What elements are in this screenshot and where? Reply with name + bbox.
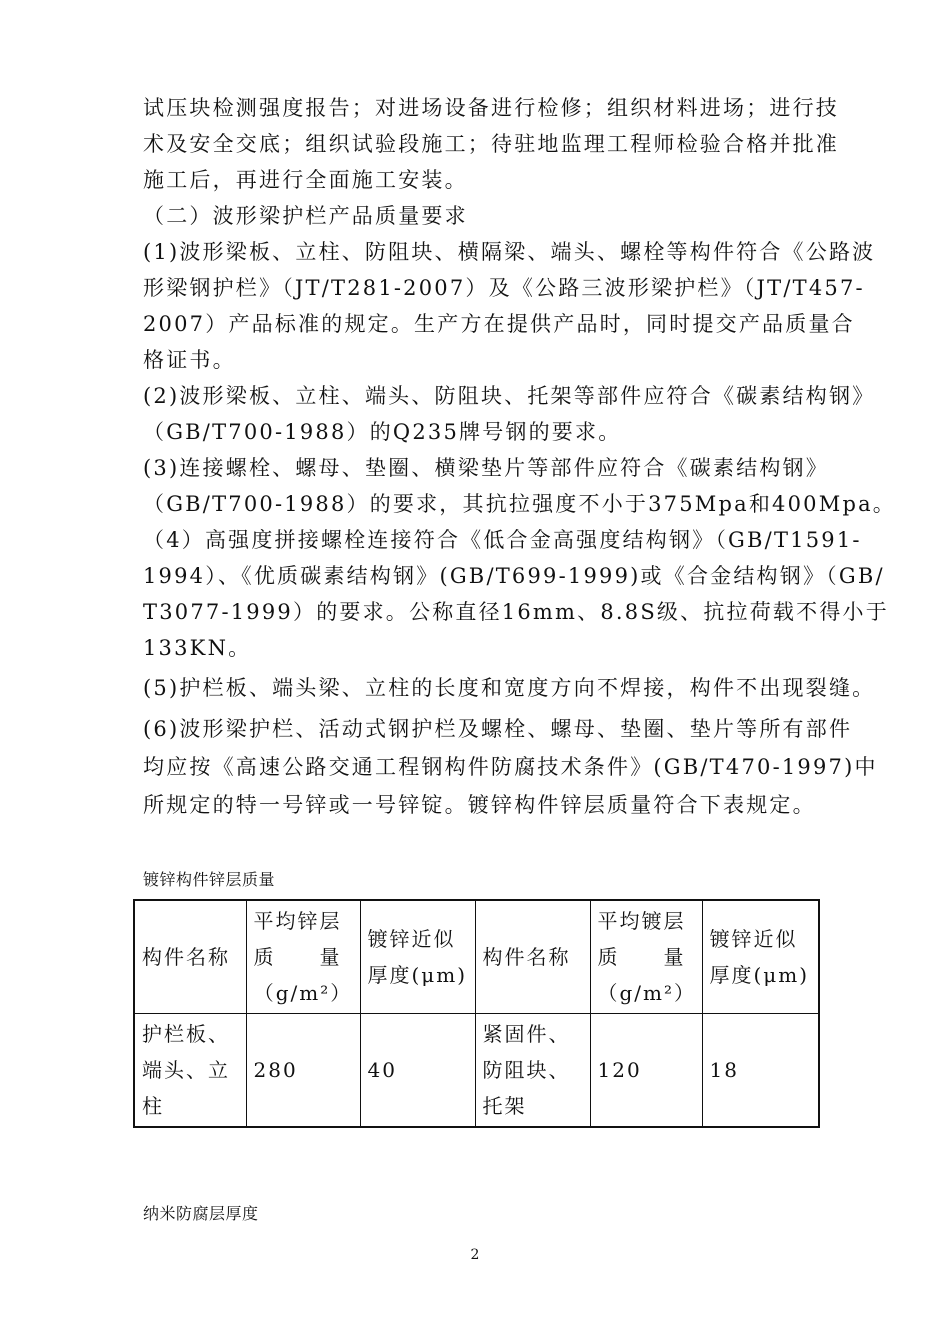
text-line: 格证书。 xyxy=(143,348,236,372)
cell-thickness: 40 xyxy=(360,1014,475,1128)
next-section-caption: 纳米防腐层厚度 xyxy=(143,1204,259,1223)
cell-mass: 280 xyxy=(246,1014,360,1128)
header-avg-coating-mass: 平均镀层 质 量 （g/m²） xyxy=(590,900,702,1014)
cell-component: 护栏板、 端头、立 柱 xyxy=(134,1014,246,1128)
text-line: 形梁钢护栏》（JT/T281-2007）及《公路三波形梁护栏》（JT/T457- xyxy=(143,276,865,300)
text-line: (3)连接螺栓、螺母、垫圈、横梁垫片等部件应符合《碳素结构钢》 xyxy=(143,456,829,480)
text-line: (1)波形梁板、立柱、防阻块、横隔梁、端头、螺栓等构件符合《公路波 xyxy=(143,240,876,264)
cell-component: 紧固件、 防阻块、 托架 xyxy=(475,1014,590,1128)
text-line: （GB/T700-1988）的要求，其抗拉强度不小于375Mpa和400Mpa。 xyxy=(143,492,897,516)
table-caption: 镀锌构件锌层质量 xyxy=(143,870,276,889)
text-line: (6)波形梁护栏、活动式钢护栏及螺栓、螺母、垫圈、垫片等所有部件 xyxy=(143,717,853,741)
header-component-name: 构件名称 xyxy=(134,900,246,1014)
text-line: 1994）、《优质碳素结构钢》(GB/T699-1999)或《合金结构钢》（GB/ xyxy=(143,564,885,588)
text-line: 术及安全交底；组织试验段施工；待驻地监理工程师检验合格并批准 xyxy=(143,132,839,156)
text-line: （4）高强度拼接螺栓连接符合《低合金高强度结构钢》（GB/T1591- xyxy=(143,528,862,552)
section-heading: （二）波形梁护栏产品质量要求 xyxy=(143,204,468,228)
header-zinc-thickness: 镀锌近似 厚度(μm) xyxy=(702,900,819,1014)
table-header-row xyxy=(134,900,819,1014)
header-component-name: 构件名称 xyxy=(475,900,590,1014)
text-line: 133KN。 xyxy=(143,636,252,660)
text-line: (5)护栏板、端头梁、立柱的长度和宽度方向不焊接，构件不出现裂缝。 xyxy=(143,676,876,700)
text-line: 所规定的特一号锌或一号锌锭。镀锌构件锌层质量符合下表规定。 xyxy=(143,793,816,817)
text-line: 施工后，再进行全面施工安装。 xyxy=(143,168,468,192)
text-line: （GB/T700-1988）的Q235牌号钢的要求。 xyxy=(143,420,622,444)
zinc-coating-table xyxy=(133,899,820,1128)
text-line: (2)波形梁板、立柱、端头、防阻块、托架等部件应符合《碳素结构钢》 xyxy=(143,384,876,408)
page-number: 2 xyxy=(470,1247,480,1263)
cell-thickness: 18 xyxy=(702,1014,819,1128)
header-avg-zinc-mass: 平均锌层 质 量 （g/m²） xyxy=(246,900,360,1014)
text-line: 试压块检测强度报告；对进场设备进行检修；组织材料进场；进行技 xyxy=(143,96,839,120)
cell-mass: 120 xyxy=(590,1014,702,1128)
header-zinc-thickness: 镀锌近似 厚度(μm) xyxy=(360,900,475,1014)
text-line: T3077-1999）的要求。公称直径16mm、8.8S级、抗拉荷载不得小于 xyxy=(143,600,889,624)
text-line: 均应按《高速公路交通工程钢构件防腐技术条件》(GB/T470-1997)中 xyxy=(143,755,878,779)
text-line: 2007）产品标准的规定。生产方在提供产品时，同时提交产品质量合 xyxy=(143,312,855,336)
table-row xyxy=(134,1014,819,1128)
